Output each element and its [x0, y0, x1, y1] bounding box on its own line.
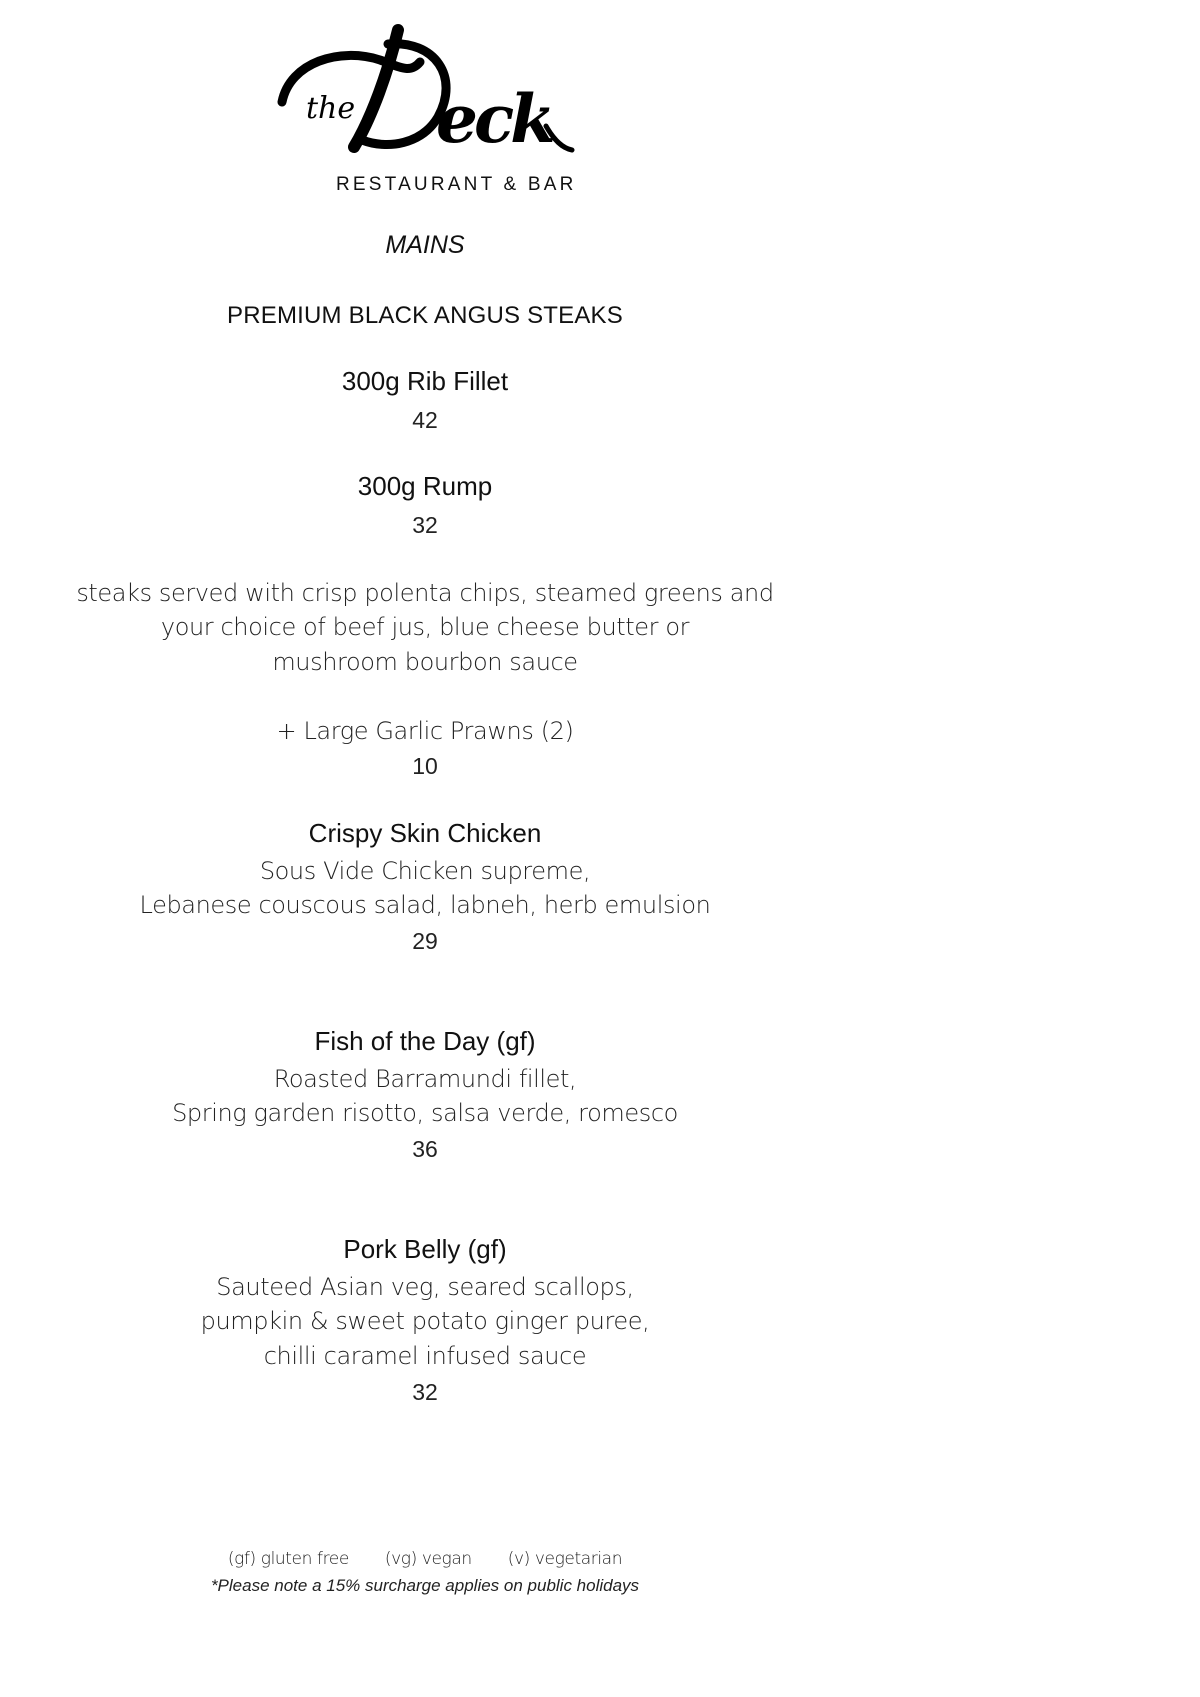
dietary-legend: [0, 1549, 850, 1569]
steaks-heading: PREMIUM BLACK ANGUS STEAKS: [227, 302, 623, 329]
dish-line: Roasted Barramundi fillet,: [273, 1065, 577, 1093]
item-name: 300g Rump: [357, 471, 493, 501]
logo-the-text: the: [306, 91, 356, 126]
addon-price: 10: [412, 753, 438, 779]
dish-name: Fish of the Day (gf): [314, 1026, 536, 1056]
dish-price: 32: [412, 1379, 438, 1405]
addon-name: + Large Garlic Prawns (2): [276, 717, 574, 745]
logo-subtitle: RESTAURANT & BAR: [336, 174, 577, 195]
dish-line: Lebanese couscous salad, labneh, herb emulsion: [139, 891, 711, 919]
dish-line: Sous Vide Chicken supreme,: [259, 857, 591, 885]
dish-price: 29: [412, 928, 438, 954]
dish-line: chilli caramel infused sauce: [263, 1342, 587, 1370]
description-line: mushroom bourbon sauce: [272, 648, 578, 676]
section-title: MAINS: [385, 231, 465, 259]
dish-line: Spring garden risotto, salsa verde, romesco: [172, 1099, 678, 1127]
dish-name: Pork Belly (gf): [343, 1234, 507, 1264]
legend-v: (v) vegetarian: [507, 1549, 623, 1569]
restaurant-logo: [270, 22, 580, 202]
legend-vg: (vg) vegan: [384, 1549, 472, 1569]
dish-price: 36: [412, 1136, 438, 1162]
description-line: your choice of beef jus, blue cheese butter or: [160, 613, 690, 641]
item-price: 42: [412, 407, 438, 433]
item-name: 300g Rib Fillet: [341, 366, 509, 396]
legend-gf: (gf) gluten free: [227, 1549, 349, 1569]
dish-name: Crispy Skin Chicken: [308, 818, 542, 848]
dish-line: Sauteed Asian veg, seared scallops,: [216, 1273, 634, 1301]
surcharge-note: *Please note a 15% surcharge applies on public holidays: [210, 1576, 640, 1595]
dish-line: pumpkin & sweet potato ginger puree,: [200, 1307, 650, 1335]
description-line: steaks served with crisp polenta chips, steamed greens and: [76, 579, 774, 607]
logo-deck-text: eck: [436, 80, 552, 158]
the-deck-logo-icon: [270, 22, 580, 172]
item-price: 32: [412, 512, 438, 538]
